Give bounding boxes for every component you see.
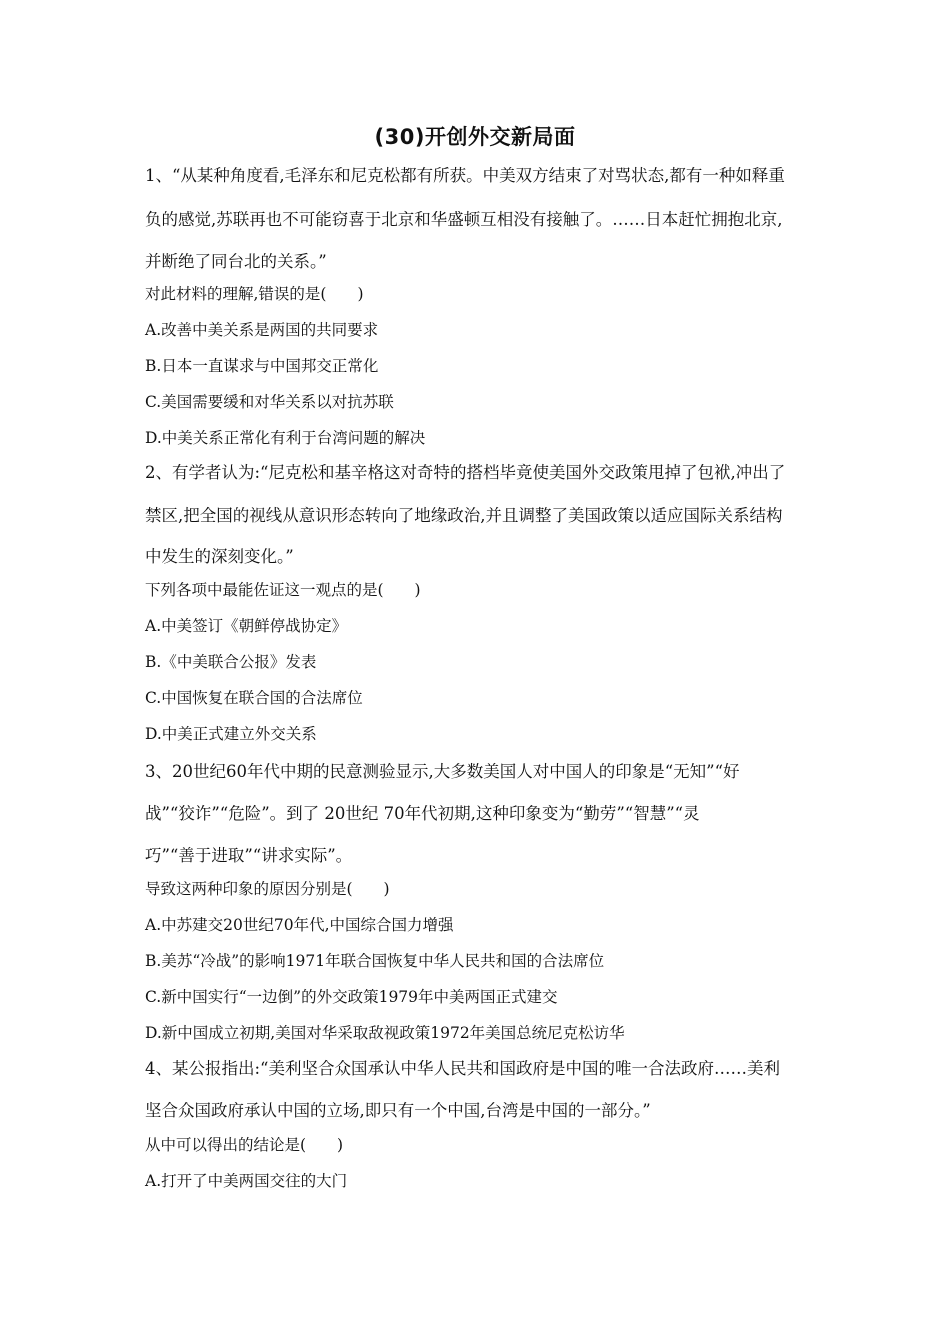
question-2-prompt: 下列各项中最能佐证这一观点的是( ) <box>145 581 421 599</box>
question-3-prompt: 导致这两种印象的原因分别是( ) <box>145 880 390 898</box>
question-2-stem-line-3: 中发生的深刻变化。” <box>145 547 294 566</box>
question-2-option-b: B.《中美联合公报》发表 <box>145 653 317 671</box>
question-3-option-c: C.新中国实行“一边倒”的外交政策1979年中美两国正式建交 <box>145 988 558 1006</box>
question-4-prompt: 从中可以得出的结论是( ) <box>145 1136 344 1154</box>
question-3-stem-line-2: 战”“狡诈”“危险”。到了 20世纪 70年代初期,这种印象变为“勤劳”“智慧”“灵 <box>145 804 700 823</box>
question-1-option-b: B.日本一直谋求与中国邦交正常化 <box>145 357 379 375</box>
question-4-stem-line-1: 4、某公报指出:“美利坚合众国承认中华人民共和国政府是中国的唯一合法政府……美利 <box>145 1059 780 1078</box>
question-3-option-a: A.中苏建交20世纪70年代,中国综合国力增强 <box>145 916 454 934</box>
question-1-stem-line-3: 并断绝了同台北的关系。” <box>145 252 327 271</box>
question-3-stem-line-1: 3、20世纪60年代中期的民意测验显示,大多数美国人对中国人的印象是“无知”“好 <box>145 762 740 781</box>
question-4-option-a: A.打开了中美两国交往的大门 <box>145 1172 348 1190</box>
question-2-stem-line-1: 2、有学者认为:“尼克松和基辛格这对奇特的搭档毕竟使美国外交政策甩掉了包袱,冲出了 <box>145 463 786 482</box>
question-1-prompt: 对此材料的理解,错误的是( ) <box>145 285 364 303</box>
question-3-option-b: B.美苏“冷战”的影响1971年联合国恢复中华人民共和国的合法席位 <box>145 952 605 970</box>
question-1-option-d: D.中美关系正常化有利于台湾问题的解决 <box>145 429 426 447</box>
question-3-option-d: D.新中国成立初期,美国对华采取敌视政策1972年美国总统尼克松访华 <box>145 1024 625 1042</box>
page-title: (30)开创外交新局面 <box>374 125 576 149</box>
question-4-stem-line-2: 坚合众国政府承认中国的立场,即只有一个中国,台湾是中国的一部分。” <box>145 1101 651 1120</box>
question-2-option-a: A.中美签订《朝鲜停战协定》 <box>145 617 348 635</box>
question-1-option-c: C.美国需要缓和对华关系以对抗苏联 <box>145 393 394 411</box>
question-2-option-c: C.中国恢复在联合国的合法席位 <box>145 689 363 707</box>
question-2-option-d: D.中美正式建立外交关系 <box>145 725 317 743</box>
question-1-option-a: A.改善中美关系是两国的共同要求 <box>145 321 379 339</box>
question-2-stem-line-2: 禁区,把全国的视线从意识形态转向了地缘政治,并且调整了美国政策以适应国际关系结构 <box>145 506 783 525</box>
question-1-stem-line-1: 1、“从某种角度看,毛泽东和尼克松都有所获。中美双方结束了对骂状态,都有一种如释重 <box>145 166 785 185</box>
question-1-stem-line-2: 负的感觉,苏联再也不可能窃喜于北京和华盛顿互相没有接触了。……日本赶忙拥抱北京, <box>145 210 783 229</box>
question-3-stem-line-3: 巧”“善于进取”“讲求实际”。 <box>145 846 353 865</box>
